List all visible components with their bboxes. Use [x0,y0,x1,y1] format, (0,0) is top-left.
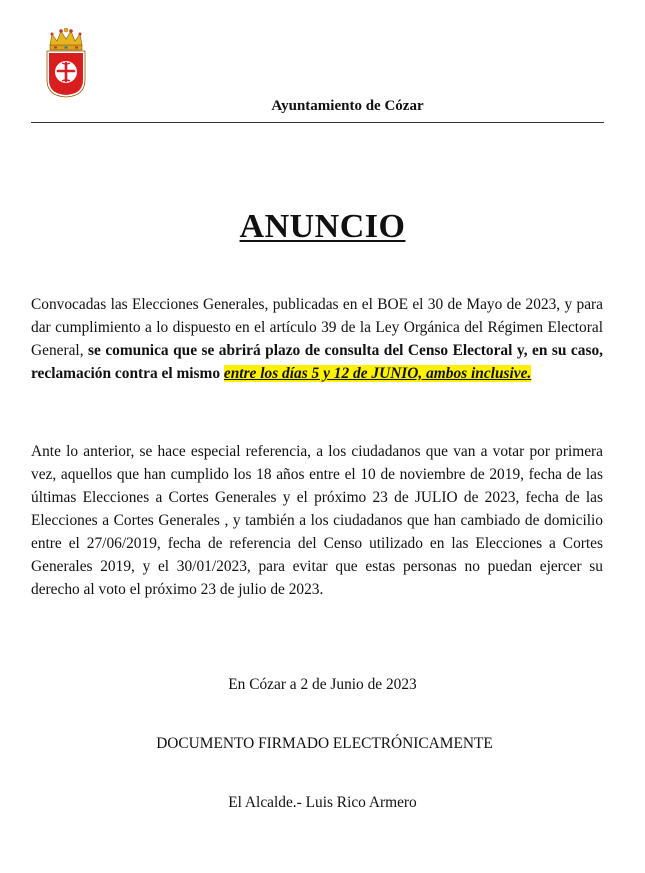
mayor-signature: El Alcalde.- Luis Rico Armero [228,794,417,811]
crown-icon [50,28,82,50]
highlighted-dates: entre los días 5 y 12 de JUNIO, ambos inclusive. [223,365,532,382]
coat-of-arms-logo [44,28,88,98]
announcement-paragraph [31,293,603,385]
letterhead [31,96,604,123]
municipality-name: Ayuntamiento de Cózar [271,98,424,114]
reference-paragraph: Ante lo anterior, se hace especial referencia, a los ciudadanos que van a votar por primera vez, aquellos que han cumplido los 18 años entre el 10 de noviembre de 2019, fecha de las últimas Elecciones a Cortes Generales y el próximo 23 de JULIO de 2023, fecha de las Elecciones a Cortes Generales , y también a los ciudadanos que han cambiado de domicilio entre el 27/06/2019, fecha de referencia del Censo utilizado en las Elecciones a Cortes Generales 2019, y el 30/01/2023, para evitar que estas personas no puedan ejercer su derecho al voto el próximo 23 de julio de 2023. [31,443,603,598]
paragraph-intro-text: Convocadas las Elecciones Generales, publicadas en el BOE el 30 de Mayo de 2023, y para dar cumplimiento a lo dispuesto en el artículo 39 de la Ley Orgánica del Régimen Electoral General, [31,296,603,359]
electronic-signature-note: DOCUMENTO FIRMADO ELECTRÓNICAMENTE [156,735,493,752]
shield-icon [47,51,85,97]
place-and-date: En Cózar a 2 de Junio de 2023 [228,676,417,693]
document-title: ANUNCIO [239,208,406,245]
paragraph-bold-text: se comunica que se abrirá plazo de consulta del Censo Electoral y, en su caso, reclamación contra el mismo [31,342,603,382]
